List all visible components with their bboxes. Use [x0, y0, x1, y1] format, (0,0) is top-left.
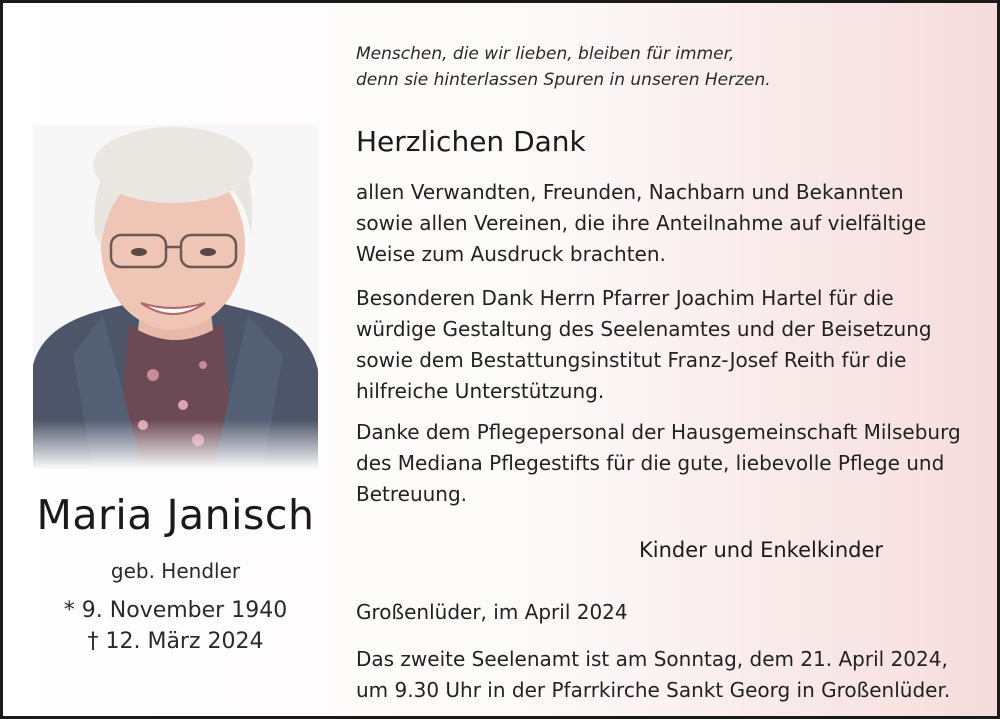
- birth-name: geb. Hendler: [110, 559, 241, 583]
- text-line: hilfreiche Unterstützung.: [356, 379, 605, 403]
- mass-notice-paragraph: [356, 644, 976, 706]
- family-signature: Kinder und Enkelkinder: [639, 538, 884, 562]
- quote-line: Menschen, die wir lieben, bleiben für immer,: [356, 44, 735, 64]
- place-date: Großenlüder, im April 2024: [356, 600, 628, 624]
- text-line: Betreuung.: [356, 482, 468, 506]
- text-line: sowie allen Vereinen, die ihre Anteilnahme auf vielfältige: [356, 211, 927, 235]
- text-line: des Mediana Pflegestifts für die gute, liebevolle Pflege und: [356, 451, 945, 475]
- thanks-heading: Herzlichen Dank: [356, 125, 586, 158]
- portrait-photo: [33, 125, 318, 470]
- deceased-name: Maria Janisch: [36, 491, 315, 539]
- text-line: Danke dem Pflegepersonal der Hausgemeinschaft Milseburg: [356, 420, 961, 444]
- portrait-illustration: [33, 125, 318, 470]
- text-line: Das zweite Seelenamt ist am Sonntag, dem 21. April 2024,: [356, 647, 948, 671]
- text-line: sowie dem Bestattungsinstitut Franz-Josef Reith für die: [356, 348, 907, 372]
- death-date: † 12. März 2024: [87, 629, 264, 654]
- quote-line: denn sie hinterlassen Spuren in unseren Herzen.: [356, 70, 771, 90]
- special-thanks-paragraph: [356, 283, 976, 407]
- text-line: würdige Gestaltung des Seelenamtes und der Beisetzung: [356, 317, 932, 341]
- text-line: um 9.30 Uhr in der Pfarrkirche Sankt Georg in Großenlüder.: [356, 678, 951, 702]
- birth-date: * 9. November 1940: [63, 598, 288, 623]
- text-line: Besonderen Dank Herrn Pfarrer Joachim Hartel für die: [356, 286, 894, 310]
- care-thanks-paragraph: [356, 417, 976, 510]
- life-dates: [3, 595, 348, 657]
- text-line: allen Verwandten, Freunden, Nachbarn und Bekannten: [356, 180, 904, 204]
- photo-fade: [33, 420, 318, 470]
- thanks-all-paragraph: [356, 177, 976, 270]
- memorial-quote: [356, 41, 956, 93]
- text-line: Weise zum Ausdruck brachten.: [356, 242, 666, 266]
